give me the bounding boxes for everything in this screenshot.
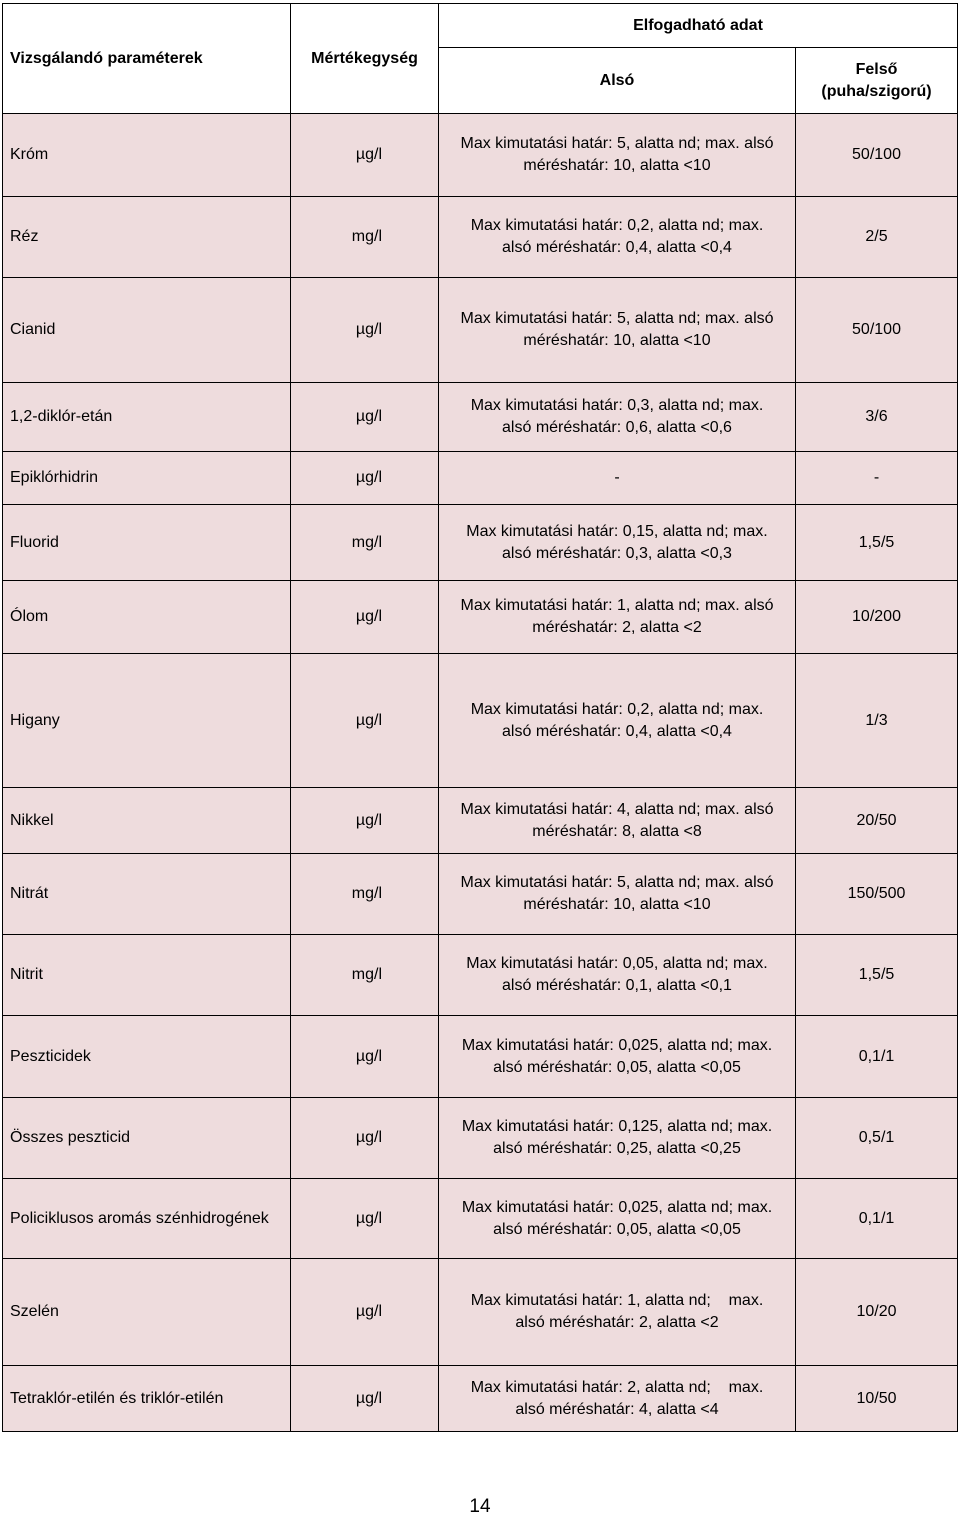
unit: µg/l [291, 1259, 439, 1366]
table-row [3, 197, 958, 278]
param-name: Szelén [3, 1259, 291, 1366]
lower-limit-line2: alsó méréshatár: 2, alatta <2 [515, 1314, 719, 1331]
lower-limit [439, 788, 796, 854]
lower-limit-line2: méréshatár: 10, alatta <10 [523, 896, 711, 913]
unit: mg/l [291, 854, 439, 935]
lower-limit [439, 383, 796, 452]
lower-limit-line2: alsó méréshatár: 0,6, alatta <0,6 [502, 419, 732, 436]
param-name: Réz [3, 197, 291, 278]
unit: mg/l [291, 505, 439, 581]
param-name: Fluorid [3, 505, 291, 581]
lower-limit-line1: Max kimutatási határ: 0,3, alatta nd; max. [470, 397, 764, 414]
lower-limit [439, 114, 796, 197]
param-name: Nikkel [3, 788, 291, 854]
lower-limit-line1: Max kimutatási határ: 2, alatta nd; max. [470, 1378, 764, 1396]
table-body [3, 114, 958, 1432]
lower-limit [439, 581, 796, 654]
param-name: Higany [3, 654, 291, 788]
table-row [3, 1179, 958, 1259]
lower-limit-line2: alsó méréshatár: 0,05, alatta <0,05 [493, 1220, 741, 1238]
lower-limit-line2: alsó méréshatár: 0,4, alatta <0,4 [502, 239, 732, 256]
table-row [3, 1259, 958, 1366]
upper-limit: 3/6 [796, 383, 958, 452]
lower-limit-line1: Max kimutatási határ: 0,2, alatta nd; max. [470, 217, 764, 234]
unit: µg/l [291, 1016, 439, 1098]
unit: µg/l [291, 452, 439, 505]
param-name: Ólom [3, 581, 291, 654]
lower-limit-line1: Max kimutatási határ: 0,025, alatta nd; max. [461, 1036, 773, 1054]
unit: µg/l [291, 1179, 439, 1259]
unit: µg/l [291, 383, 439, 452]
upper-limit: 20/50 [796, 788, 958, 854]
lower-limit [439, 1179, 796, 1259]
lower-limit-line1: Max kimutatási határ: 1, alatta nd; max. alsó [460, 597, 774, 614]
table-row [3, 278, 958, 383]
header-accepted: Elfogadható adat [439, 4, 958, 48]
lower-limit [439, 935, 796, 1016]
lower-limit [439, 197, 796, 278]
lower-limit [439, 654, 796, 788]
upper-limit: 50/100 [796, 114, 958, 197]
lower-limit [439, 278, 796, 383]
upper-limit: 10/200 [796, 581, 958, 654]
upper-limit: 1/3 [796, 654, 958, 788]
upper-limit: 0,5/1 [796, 1098, 958, 1179]
lower-limit-line2: méréshatár: 2, alatta <2 [532, 619, 702, 636]
lower-limit-line1: Max kimutatási határ: 0,05, alatta nd; max. [466, 955, 768, 972]
upper-limit: 50/100 [796, 278, 958, 383]
lower-limit-line1: Max kimutatási határ: 5, alatta nd; max. alsó [460, 135, 774, 152]
param-name: Epiklórhidrin [3, 452, 291, 505]
param-name: Cianid [3, 278, 291, 383]
lower-limit-line2: alsó méréshatár: 4, alatta <4 [515, 1400, 719, 1418]
lower-limit-line2: méréshatár: 10, alatta <10 [523, 332, 711, 349]
table-row [3, 581, 958, 654]
lower-limit-line2: alsó méréshatár: 0,1, alatta <0,1 [502, 977, 732, 994]
header-high-line2: (puha/szigorú) [821, 82, 932, 100]
table-row [3, 1098, 958, 1179]
upper-limit: - [796, 452, 958, 505]
header-row-top [3, 4, 958, 48]
table-row [3, 505, 958, 581]
upper-limit: 10/50 [796, 1366, 958, 1432]
lower-limit [439, 452, 796, 505]
lower-limit-line2: alsó méréshatár: 0,05, alatta <0,05 [493, 1058, 741, 1076]
header-low: Alsó [439, 48, 796, 114]
upper-limit: 2/5 [796, 197, 958, 278]
lower-limit-line1: Max kimutatási határ: 0,125, alatta nd; max. [461, 1118, 773, 1135]
upper-limit: 1,5/5 [796, 505, 958, 581]
lower-limit-line1: Max kimutatási határ: 1, alatta nd; max. [470, 1292, 764, 1309]
unit: µg/l [291, 788, 439, 854]
lower-limit [439, 854, 796, 935]
param-name: 1,2-diklór-etán [3, 383, 291, 452]
lower-limit-line2: alsó méréshatár: 0,3, alatta <0,3 [502, 544, 732, 562]
lower-limit-line1: - [614, 469, 620, 486]
header-high-line1: Felső [855, 60, 898, 78]
upper-limit: 0,1/1 [796, 1016, 958, 1098]
lower-limit [439, 1098, 796, 1179]
param-name: Nitrát [3, 854, 291, 935]
table-row [3, 114, 958, 197]
unit: µg/l [291, 581, 439, 654]
unit: mg/l [291, 935, 439, 1016]
param-name: Tetraklór-etilén és triklór-etilén [3, 1366, 291, 1432]
table-row [3, 654, 958, 788]
lower-limit [439, 1366, 796, 1432]
param-name: Összes peszticid [3, 1098, 291, 1179]
upper-limit: 0,1/1 [796, 1179, 958, 1259]
table-row [3, 788, 958, 854]
unit: µg/l [291, 1098, 439, 1179]
unit: µg/l [291, 654, 439, 788]
param-name: Nitrit [3, 935, 291, 1016]
lower-limit-line1: Max kimutatási határ: 5, alatta nd; max. alsó [460, 310, 774, 327]
table-row [3, 1366, 958, 1432]
upper-limit: 10/20 [796, 1259, 958, 1366]
param-name: Peszticidek [3, 1016, 291, 1098]
lower-limit-line2: méréshatár: 10, alatta <10 [523, 157, 711, 174]
lower-limit-line1: Max kimutatási határ: 0,15, alatta nd; max. [466, 522, 768, 540]
lower-limit-line2: alsó méréshatár: 0,25, alatta <0,25 [493, 1140, 741, 1157]
upper-limit: 1,5/5 [796, 935, 958, 1016]
lower-limit-line2: méréshatár: 8, alatta <8 [532, 822, 702, 840]
upper-limit: 150/500 [796, 854, 958, 935]
table-row [3, 452, 958, 505]
lower-limit [439, 1259, 796, 1366]
table-row [3, 935, 958, 1016]
header-unit: Mértékegység [291, 4, 439, 114]
table-row [3, 383, 958, 452]
param-name: Króm [3, 114, 291, 197]
unit: µg/l [291, 114, 439, 197]
lower-limit-line1: Max kimutatási határ: 0,2, alatta nd; max. [470, 700, 764, 718]
unit: µg/l [291, 1366, 439, 1432]
header-high [796, 48, 958, 114]
parameters-table [2, 3, 958, 1432]
lower-limit-line2: alsó méréshatár: 0,4, alatta <0,4 [502, 722, 732, 740]
lower-limit-line1: Max kimutatási határ: 0,025, alatta nd; max. [461, 1198, 773, 1216]
lower-limit [439, 1016, 796, 1098]
lower-limit-line1: Max kimutatási határ: 5, alatta nd; max. alsó [460, 874, 774, 891]
page-number: 14 [469, 1496, 491, 1517]
unit: mg/l [291, 197, 439, 278]
table-row [3, 1016, 958, 1098]
unit: µg/l [291, 278, 439, 383]
table-row [3, 854, 958, 935]
param-name: Policiklusos aromás szénhidrogének [3, 1179, 291, 1259]
lower-limit-line1: Max kimutatási határ: 4, alatta nd; max. alsó [460, 800, 774, 818]
header-param: Vizsgálandó paraméterek [3, 4, 291, 114]
lower-limit [439, 505, 796, 581]
